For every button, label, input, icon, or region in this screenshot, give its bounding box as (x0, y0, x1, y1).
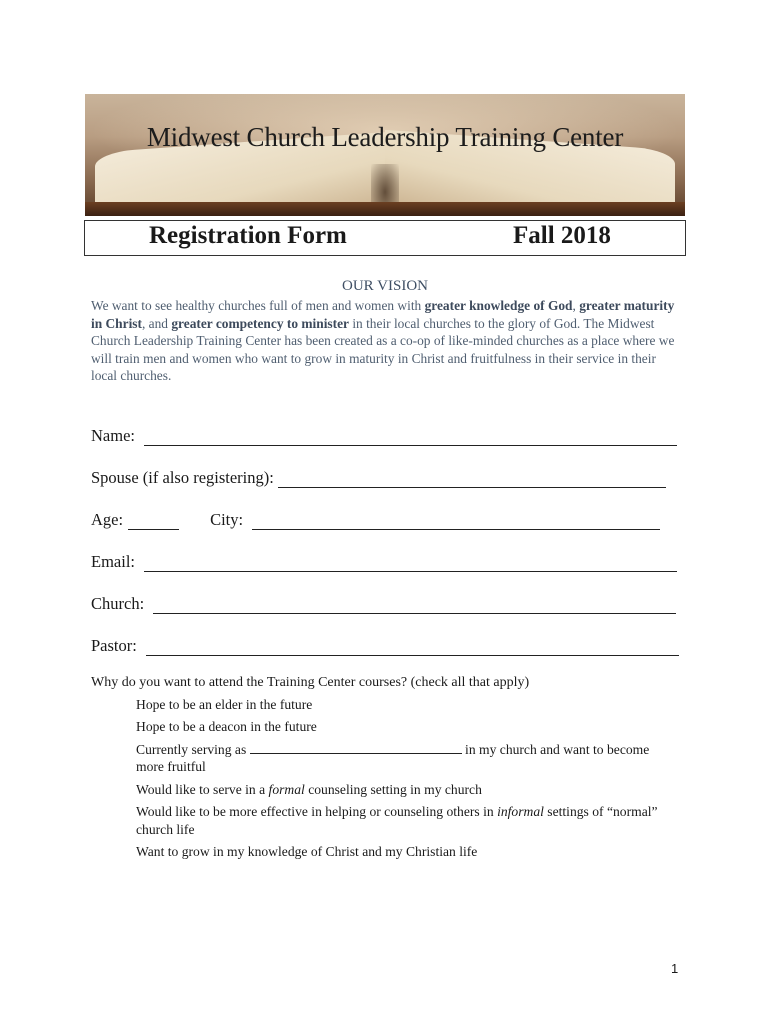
header-banner-image (85, 94, 685, 216)
option-currently-serving[interactable] (136, 741, 676, 776)
page-number: 1 (671, 961, 679, 976)
option-grow-knowledge[interactable] (136, 843, 676, 861)
church-field-row (91, 590, 676, 614)
vision-text-4: in their local churches to the glory of God. The Midwest Church Leadership Training Center has been created as a co-op of like-minded churches as a place where we will train men and women who want to grow in maturity in Christ and fruitfulness in their service in their local churches. (91, 315, 675, 384)
church-field[interactable] (153, 595, 676, 614)
name-field[interactable] (144, 427, 677, 446)
option-elder[interactable] (136, 696, 676, 714)
option-grow-label: Want to grow in my knowledge of Christ and my Christian life (136, 844, 478, 860)
form-header-box (84, 220, 686, 256)
spouse-field-row (91, 464, 666, 488)
spouse-label: Spouse (if also registering): (91, 468, 274, 487)
age-field[interactable] (128, 511, 179, 530)
city-label: City: (210, 510, 244, 529)
email-label: Email: (91, 552, 135, 571)
form-term: Fall 2018 (513, 222, 611, 249)
pastor-field-row (91, 632, 679, 656)
option-formal-counseling[interactable] (136, 781, 676, 799)
email-field[interactable] (144, 553, 677, 572)
pastor-label: Pastor: (91, 636, 137, 655)
vision-text-1: We want to see healthy churches full of men and women with (91, 298, 425, 313)
church-label: Church: (91, 594, 145, 613)
name-label: Name: (91, 426, 135, 445)
option-elder-label: Hope to be an elder in the future (136, 697, 313, 712)
age-label: Age: (91, 510, 124, 529)
vision-emphasis-knowledge: greater knowledge of God (424, 298, 573, 313)
option-formal-emphasis: formal (268, 781, 305, 797)
city-field[interactable] (252, 511, 660, 530)
option-informal-emphasis: informal (497, 804, 544, 820)
serving-role-field[interactable] (250, 741, 462, 754)
vision-text-2: , (572, 298, 580, 313)
vision-text-3: , and (141, 315, 172, 331)
vision-heading: OUR VISION (342, 278, 428, 294)
option-serving-label-start: Currently serving as (136, 741, 250, 757)
option-formal-label-start: Would like to serve in a (136, 781, 269, 797)
open-book-cover (85, 202, 685, 216)
name-field-row (91, 422, 677, 446)
pastor-field[interactable] (146, 637, 679, 656)
email-field-row (91, 548, 677, 572)
option-informal-label-start: Would like to be more effective in helping or counseling others in (136, 804, 498, 820)
option-serving-label-end: in my church and want to become more fruitful (136, 741, 650, 775)
vision-emphasis-competency: greater competency to minister (171, 315, 349, 331)
option-formal-label-end: counseling setting in my church (304, 781, 482, 797)
reasons-question: Why do you want to attend the Training Center courses? (check all that apply) (91, 675, 530, 690)
option-informal-counseling[interactable] (136, 803, 676, 838)
spouse-field[interactable] (278, 469, 666, 488)
option-informal-label-end: settings of “normal” church life (136, 804, 658, 837)
reasons-options-list (136, 696, 676, 866)
vision-emphasis-maturity: greater maturity in Christ (91, 298, 675, 331)
option-deacon[interactable] (136, 718, 676, 736)
form-title: Registration Form (149, 222, 347, 249)
banner-title: Midwest Church Leadership Training Center (146, 122, 624, 152)
age-city-field-row (91, 506, 660, 530)
option-deacon-label: Hope to be a deacon in the future (136, 719, 317, 735)
vision-paragraph (91, 297, 681, 385)
